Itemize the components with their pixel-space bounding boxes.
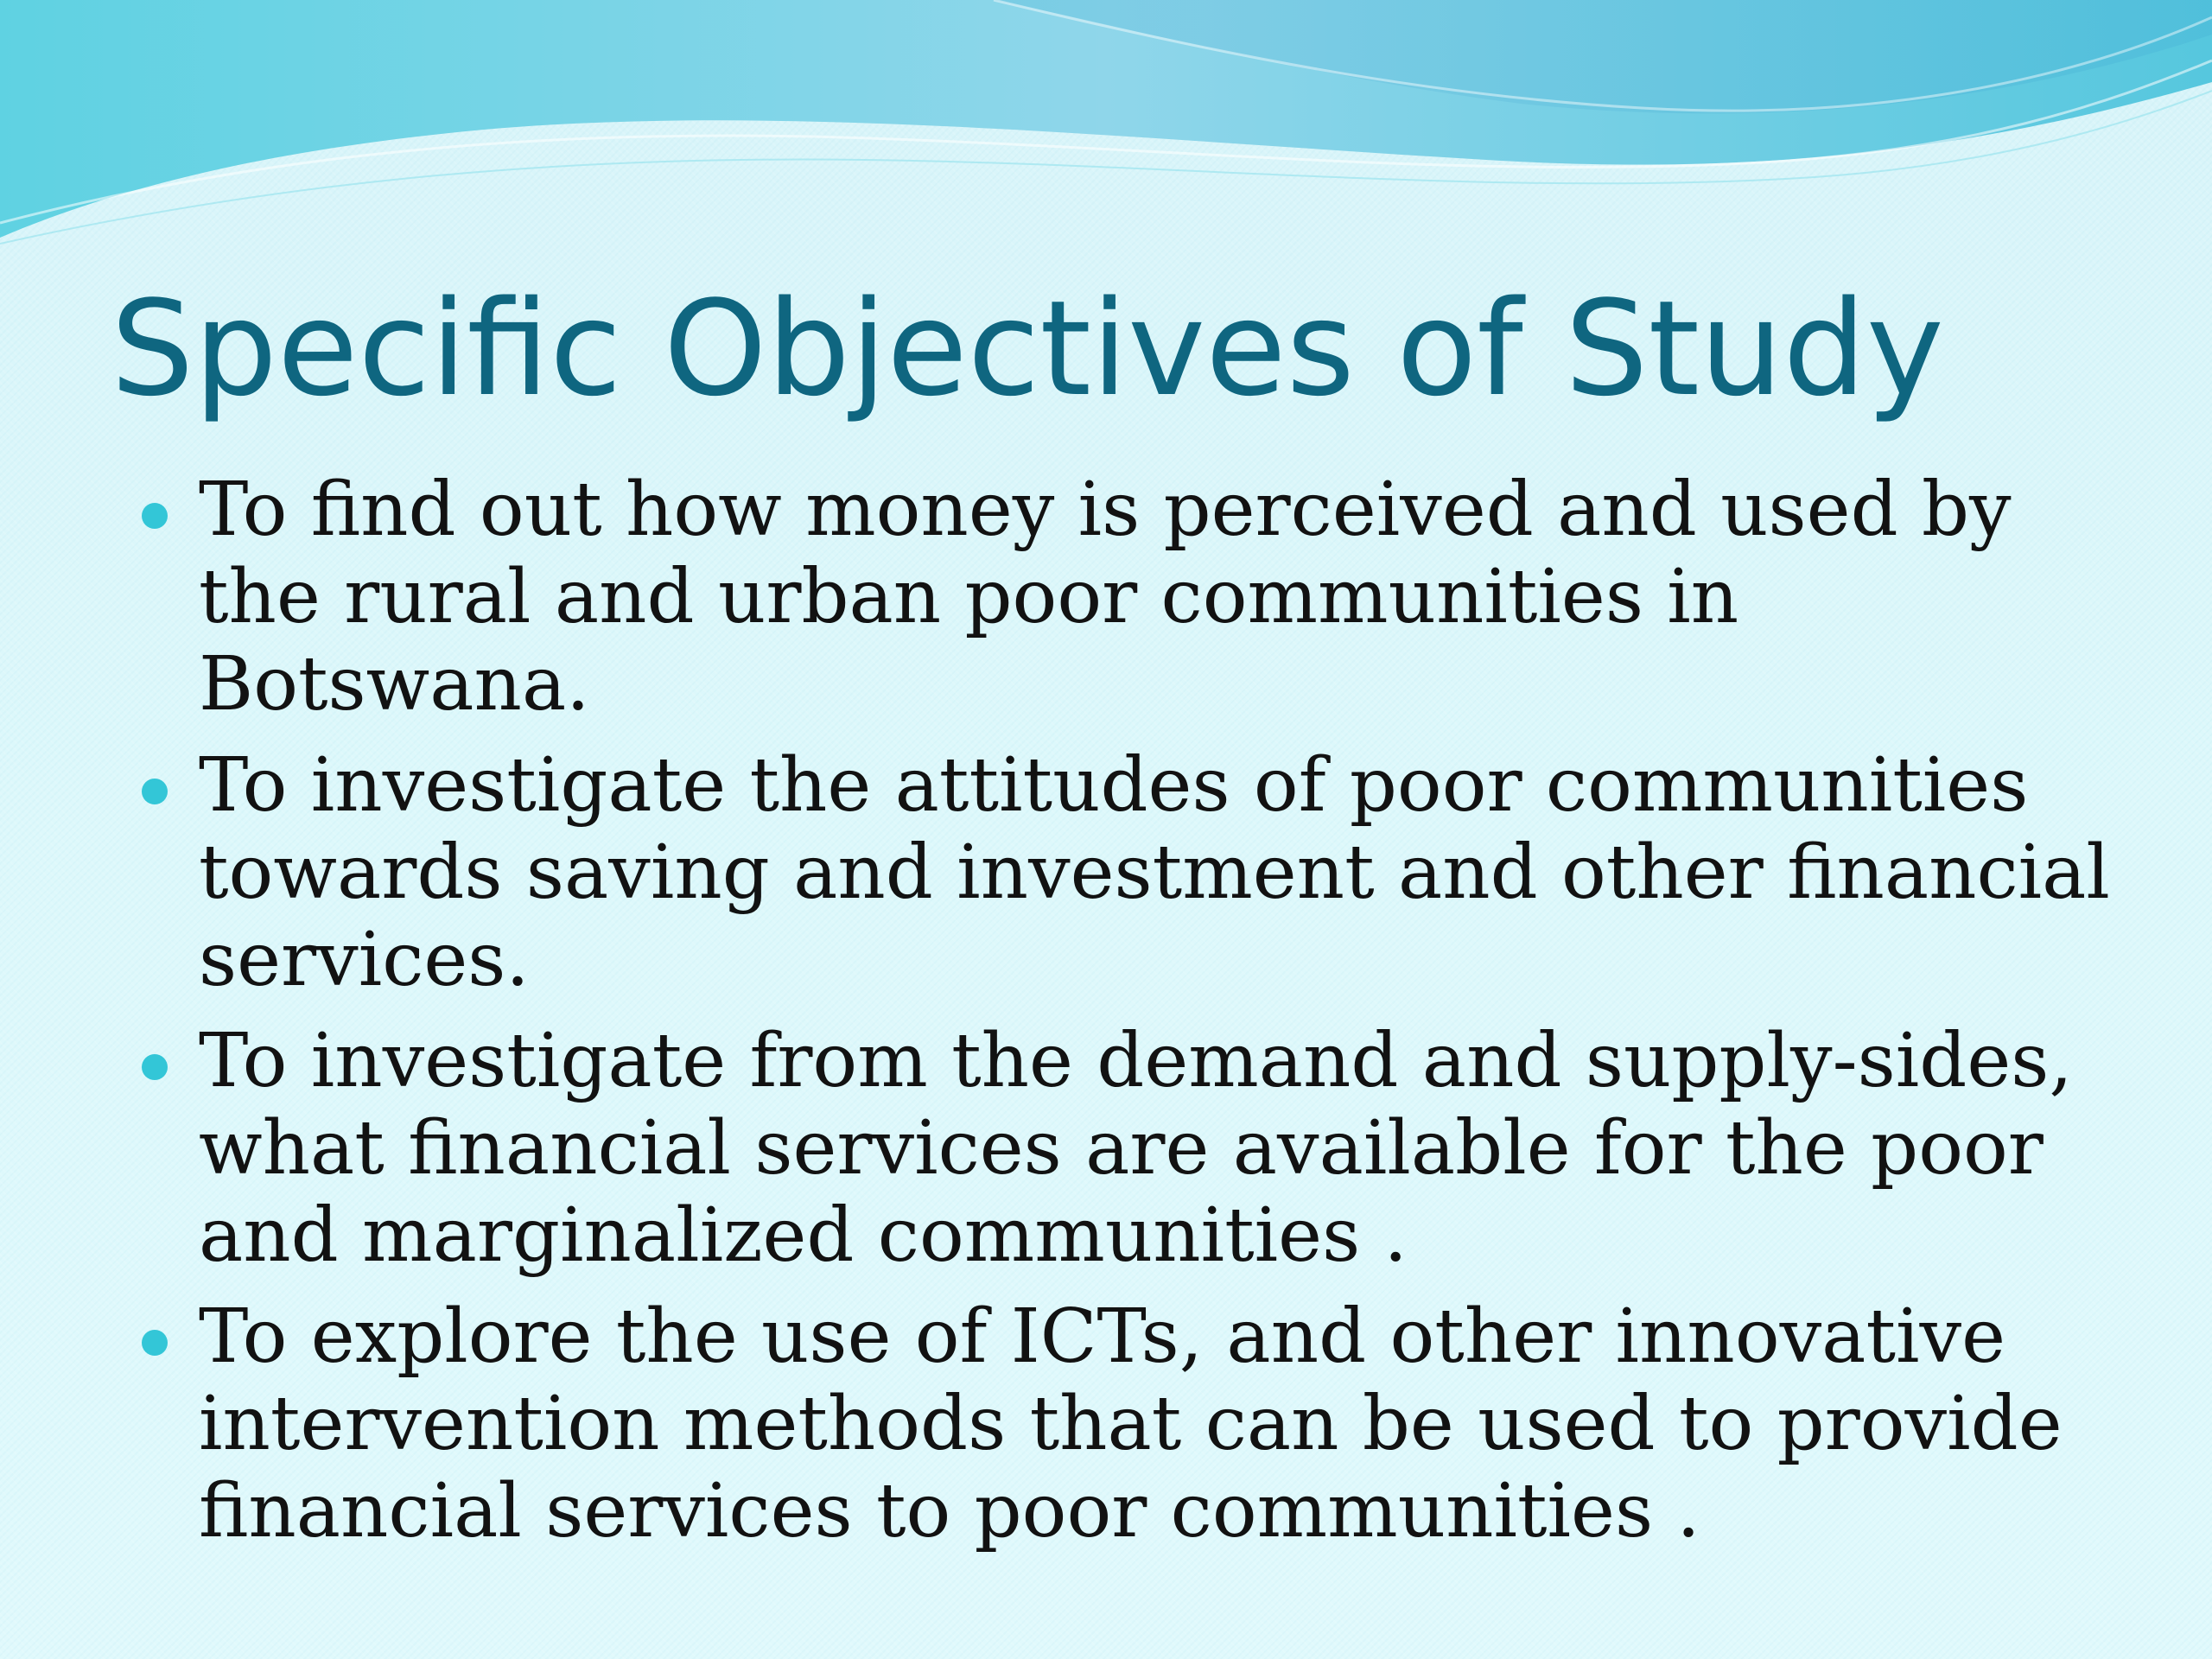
objective-text: To investigate from the demand and supply-sides, what financial services are available for the poor and marginalized communities . [199, 1018, 2073, 1279]
decorative-wave-banner [0, 0, 2212, 259]
objective-text: To find out how money is perceived and used by the rural and urban poor communities in Botswana. [199, 467, 2012, 728]
slide-title: Specific Objectives of Study [111, 272, 1944, 425]
list-item [130, 1294, 2143, 1555]
objectives-list [130, 467, 2143, 1569]
list-item [130, 742, 2143, 1004]
bullet-dot-icon [142, 779, 168, 804]
list-item [130, 467, 2143, 728]
list-item [130, 1018, 2143, 1280]
bullet-dot-icon [142, 1054, 168, 1080]
bullet-dot-icon [142, 503, 168, 529]
bullet-dot-icon [142, 1330, 168, 1356]
objective-text: To investigate the attitudes of poor communities towards saving and investment and other financial services. [199, 742, 2110, 1003]
objective-text: To explore the use of ICTs, and other innovative intervention methods that can be used to provide financial services to poor communities . [199, 1294, 2063, 1554]
